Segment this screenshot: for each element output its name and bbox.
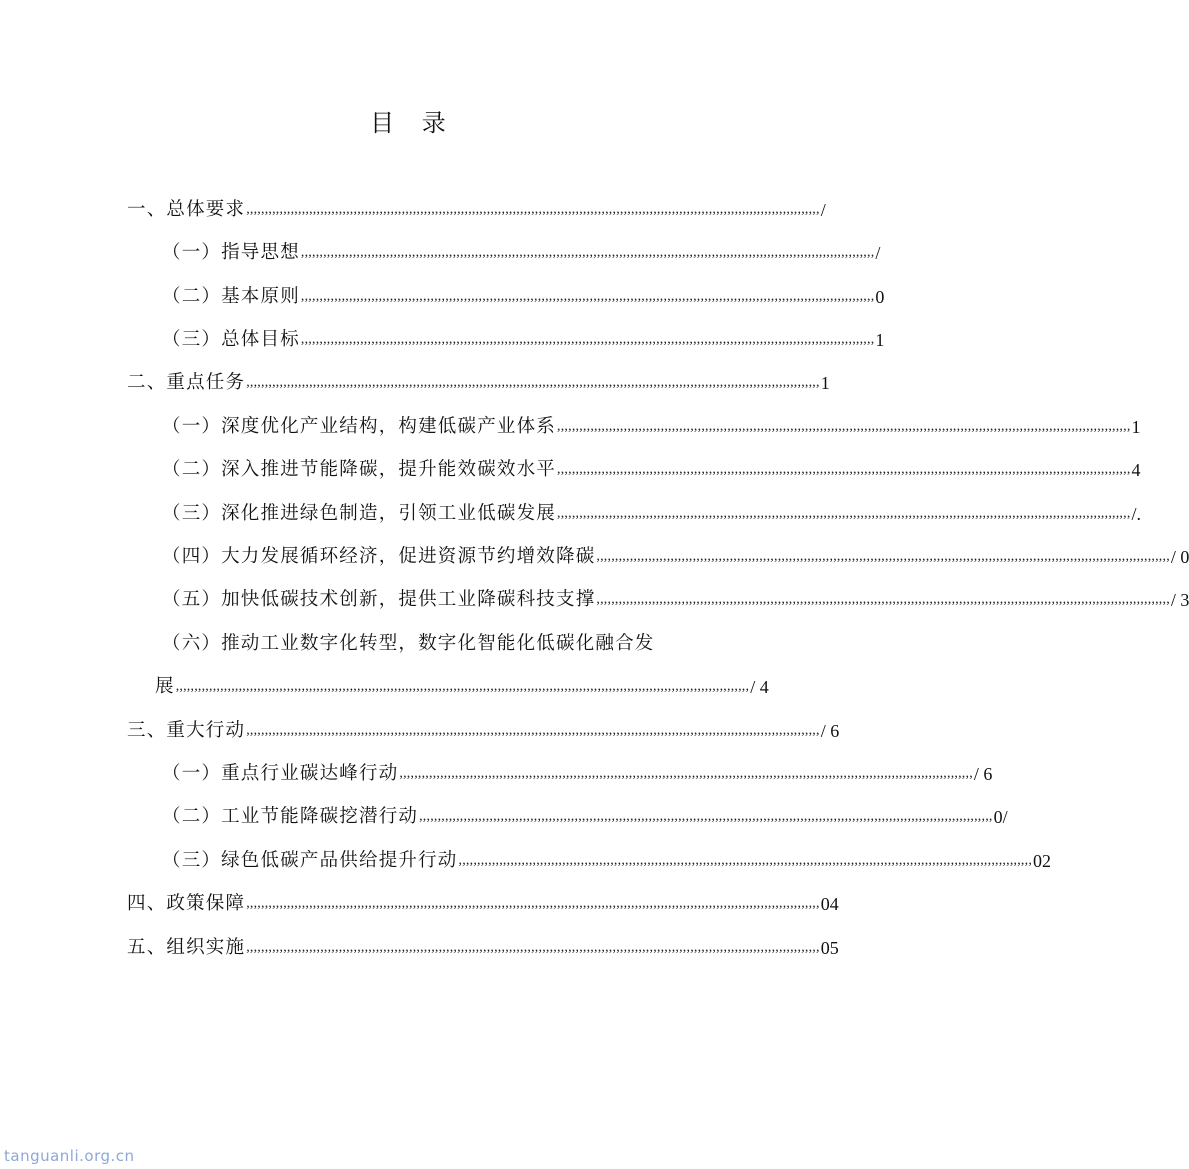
toc-entry[interactable]: [127, 891, 839, 917]
toc-page-number: 1: [820, 373, 830, 393]
toc-page-number: 1: [1131, 417, 1141, 437]
toc-entry-continuation: 展: [155, 676, 175, 697]
toc-entry[interactable]: [127, 197, 826, 223]
toc-entry-label: （一）深度优化产业结构，构建低碳产业体系: [162, 416, 557, 437]
page-title: 目 录: [370, 109, 456, 137]
toc-page-number: / 0: [1170, 547, 1189, 567]
toc-entry[interactable]: [155, 674, 769, 700]
toc-entry-label: 一、总体要求: [127, 199, 246, 220]
toc-entry[interactable]: [162, 804, 1008, 830]
toc-page-number: 0: [875, 287, 885, 307]
toc-entry-label: 五、组织实施: [127, 937, 246, 958]
toc-entry-label: （三）绿色低碳产品供给提升行动: [162, 850, 458, 871]
toc-entry[interactable]: [162, 240, 881, 266]
toc-entry[interactable]: [127, 718, 840, 744]
toc-leader: ,,,,,,,,,,,,,,,,,,,,,,,,,,,,,,,,,,,,,,,,,,,,,,,,,,,,,,,,,,,,,,,,,,,,,,,,,,,,,,,,,,,,,,,,,,,,,,,,,,,,,,,,,,,,,,,,,,,,,,,,,,,,,,,,,,,,,,,,,,,,,,,,,,,,,,,,,,,: [246, 896, 820, 911]
toc-entry[interactable]: [162, 848, 1052, 874]
toc-entry-label: （四）大力发展循环经济，促进资源节约增效降碳: [162, 546, 596, 567]
toc-leader: ,,,,,,,,,,,,,,,,,,,,,,,,,,,,,,,,,,,,,,,,,,,,,,,,,,,,,,,,,,,,,,,,,,,,,,,,,,,,,,,,,,,,,,,,,,,,,,,,,,,,,,,,,,,,,,,,,,,,,,,,,,,,,,,,,,,,,,,,,,,,,,,,,,,,,,,,,,,: [246, 723, 820, 738]
toc-entry-label: （六）推动工业数字化转型，数字化智能化低碳化融合发: [162, 633, 655, 654]
toc-entry-label: 三、重大行动: [127, 720, 246, 741]
toc-page-number: /: [820, 200, 826, 220]
toc-leader: ,,,,,,,,,,,,,,,,,,,,,,,,,,,,,,,,,,,,,,,,,,,,,,,,,,,,,,,,,,,,,,,,,,,,,,,,,,,,,,,,,,,,,,,,,,,,,,,,,,,,,,,,,,,,,,,,,,,,,,,,,,,,,,,,,,,,,,,,,,,,,,,,,,,,,,,,,,,: [246, 202, 820, 217]
toc-leader: ,,,,,,,,,,,,,,,,,,,,,,,,,,,,,,,,,,,,,,,,,,,,,,,,,,,,,,,,,,,,,,,,,,,,,,,,,,,,,,,,,,,,,,,,,,,,,,,,,,,,,,,,,,,,,,,,,,,,,,,,,,,,,,,,,,,,,,,,,,,,,,,,,,,,,,,,,,,: [300, 289, 875, 304]
toc-page-number: 05: [820, 938, 839, 958]
toc-entry[interactable]: [162, 587, 1189, 613]
toc-page-number: 04: [820, 894, 839, 914]
toc-entry-label: （二）深入推进节能降碳，提升能效碳效水平: [162, 459, 557, 480]
toc-leader: ,,,,,,,,,,,,,,,,,,,,,,,,,,,,,,,,,,,,,,,,,,,,,,,,,,,,,,,,,,,,,,,,,,,,,,,,,,,,,,,,,,,,,,,,,,,,,,,,,,,,,,,,,,,,,,,,,,,,,,,,,,,,,,,,,,,,,,,,,,,,,,,,,,,,,,,,,,,: [557, 506, 1131, 521]
toc-leader: ,,,,,,,,,,,,,,,,,,,,,,,,,,,,,,,,,,,,,,,,,,,,,,,,,,,,,,,,,,,,,,,,,,,,,,,,,,,,,,,,,,,,,,,,,,,,,,,,,,,,,,,,,,,,,,,,,,,,,,,,,,,,,,,,,,,,,,,,,,,,,,,,,,,,,,,,,,,: [246, 940, 820, 955]
toc-entry[interactable]: [162, 761, 993, 787]
toc-entry[interactable]: [162, 544, 1189, 570]
toc-leader: ,,,,,,,,,,,,,,,,,,,,,,,,,,,,,,,,,,,,,,,,,,,,,,,,,,,,,,,,,,,,,,,,,,,,,,,,,,,,,,,,,,,,,,,,,,,,,,,,,,,,,,,,,,,,,,,,,,,,,,,,,,,,,,,,,,,,,,,,,,,,,,,,,,,,,,,,,,,: [557, 419, 1131, 434]
toc-entry-label: （二）工业节能降碳挖潜行动: [162, 806, 419, 827]
toc-entry[interactable]: [162, 414, 1141, 440]
toc-page-number: / 6: [820, 721, 840, 741]
toc-page-number: / 3: [1170, 590, 1189, 610]
toc-entry-label: 四、政策保障: [127, 893, 246, 914]
toc-leader: ,,,,,,,,,,,,,,,,,,,,,,,,,,,,,,,,,,,,,,,,,,,,,,,,,,,,,,,,,,,,,,,,,,,,,,,,,,,,,,,,,,,,,,,,,,,,,,,,,,,,,,,,,,,,,,,,,,,,,,,,,,,,,,,,,,,,,,,,,,,,,,,,,,,,,,,,,,,: [175, 679, 750, 694]
toc-page-number: 0/: [993, 807, 1008, 827]
toc-leader: ,,,,,,,,,,,,,,,,,,,,,,,,,,,,,,,,,,,,,,,,,,,,,,,,,,,,,,,,,,,,,,,,,,,,,,,,,,,,,,,,,,,,,,,,,,,,,,,,,,,,,,,,,,,,,,,,,,,,,,,,,,,,,,,,,,,,,,,,,,,,,,,,,,,,,,,,,,,: [458, 853, 1033, 868]
toc-entry[interactable]: [162, 284, 885, 310]
toc-entry-label: （三）总体目标: [162, 329, 300, 350]
toc-leader: ,,,,,,,,,,,,,,,,,,,,,,,,,,,,,,,,,,,,,,,,,,,,,,,,,,,,,,,,,,,,,,,,,,,,,,,,,,,,,,,,,,,,,,,,,,,,,,,,,,,,,,,,,,,,,,,,,,,,,,,,,,,,,,,,,,,,,,,,,,,,,,,,,,,,,,,,,,,: [557, 462, 1131, 477]
toc-leader: ,,,,,,,,,,,,,,,,,,,,,,,,,,,,,,,,,,,,,,,,,,,,,,,,,,,,,,,,,,,,,,,,,,,,,,,,,,,,,,,,,,,,,,,,,,,,,,,,,,,,,,,,,,,,,,,,,,,,,,,,,,,,,,,,,,,,,,,,,,,,,,,,,,,,,,,,,,,: [300, 332, 875, 347]
toc-leader: ,,,,,,,,,,,,,,,,,,,,,,,,,,,,,,,,,,,,,,,,,,,,,,,,,,,,,,,,,,,,,,,,,,,,,,,,,,,,,,,,,,,,,,,,,,,,,,,,,,,,,,,,,,,,,,,,,,,,,,,,,,,,,,,,,,,,,,,,,,,,,,,,,,,,,,,,,,,: [596, 549, 1170, 564]
toc-entry-label: （一）重点行业碳达峰行动: [162, 763, 399, 784]
toc-entry[interactable]: [127, 935, 839, 961]
toc-leader: ,,,,,,,,,,,,,,,,,,,,,,,,,,,,,,,,,,,,,,,,,,,,,,,,,,,,,,,,,,,,,,,,,,,,,,,,,,,,,,,,,,,,,,,,,,,,,,,,,,,,,,,,,,,,,,,,,,,,,,,,,,,,,,,,,,,,,,,,,,,,,,,,,,,,,,,,,,,: [419, 809, 993, 824]
toc-leader: ,,,,,,,,,,,,,,,,,,,,,,,,,,,,,,,,,,,,,,,,,,,,,,,,,,,,,,,,,,,,,,,,,,,,,,,,,,,,,,,,,,,,,,,,,,,,,,,,,,,,,,,,,,,,,,,,,,,,,,,,,,,,,,,,,,,,,,,,,,,,,,,,,,,,,,,,,,,: [246, 375, 820, 390]
toc-entry-label: （三）深化推进绿色制造，引领工业低碳发展: [162, 503, 557, 524]
toc-entry[interactable]: [127, 370, 830, 396]
toc-entry-label: （一）指导思想: [162, 242, 300, 263]
toc-page-number: / 4: [750, 677, 769, 697]
toc-leader: ,,,,,,,,,,,,,,,,,,,,,,,,,,,,,,,,,,,,,,,,,,,,,,,,,,,,,,,,,,,,,,,,,,,,,,,,,,,,,,,,,,,,,,,,,,,,,,,,,,,,,,,,,,,,,,,,,,,,,,,,,,,,,,,,,,,,,,,,,,,,,,,,,,,,,,,,,,,: [399, 766, 973, 781]
toc-entry-label: （五）加快低碳技术创新，提供工业降碳科技支撑: [162, 589, 596, 610]
toc-entry-wrapped-first-line[interactable]: [162, 631, 701, 657]
toc-entry[interactable]: [162, 501, 1142, 527]
toc-page-number: /: [875, 243, 881, 263]
toc-page-number: 02: [1033, 851, 1052, 871]
toc-entry[interactable]: [162, 327, 885, 353]
toc-entry[interactable]: [162, 457, 1141, 483]
toc-entry-label: （二）基本原则: [162, 286, 300, 307]
toc-leader: ,,,,,,,,,,,,,,,,,,,,,,,,,,,,,,,,,,,,,,,,,,,,,,,,,,,,,,,,,,,,,,,,,,,,,,,,,,,,,,,,,,,,,,,,,,,,,,,,,,,,,,,,,,,,,,,,,,,,,,,,,,,,,,,,,,,,,,,,,,,,,,,,,,,,,,,,,,,: [300, 245, 875, 260]
toc-page-number: / 6: [973, 764, 993, 784]
toc-leader: ,,,,,,,,,,,,,,,,,,,,,,,,,,,,,,,,,,,,,,,,,,,,,,,,,,,,,,,,,,,,,,,,,,,,,,,,,,,,,,,,,,,,,,,,,,,,,,,,,,,,,,,,,,,,,,,,,,,,,,,,,,,,,,,,,,,,,,,,,,,,,,,,,,,,,,,,,,,: [596, 592, 1170, 607]
toc-page-number: /.: [1131, 504, 1142, 524]
toc-page-number: 1: [875, 330, 885, 350]
site-watermark: tanguanli.org.cn: [4, 1147, 135, 1165]
toc-entry-label: 二、重点任务: [127, 372, 246, 393]
toc-page-number: 4: [1131, 460, 1141, 480]
